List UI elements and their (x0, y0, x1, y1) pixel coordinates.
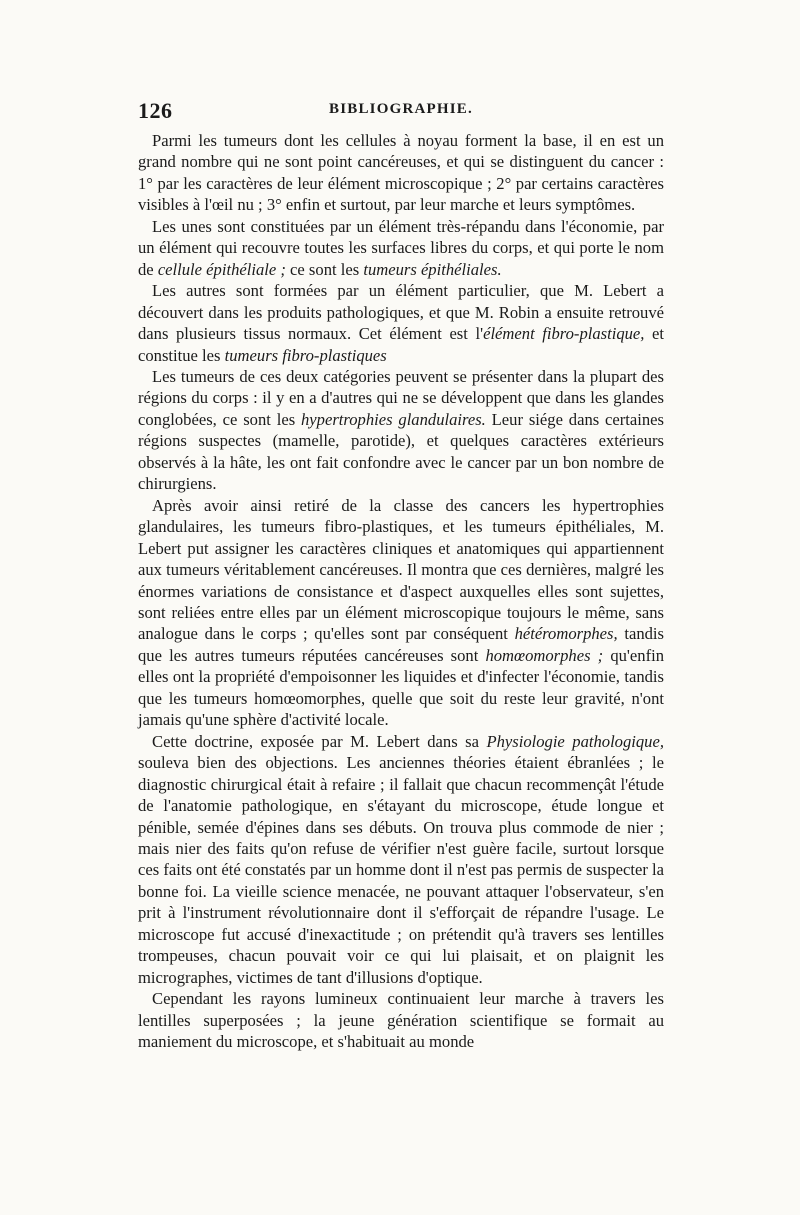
italic-text: tumeurs fibro-plastiques (224, 345, 387, 365)
text-run: Cependant les rayons lumineux continuaient leur marche à travers les lentilles superposées ; la jeune génération scientifique se formait au maniement du microscope, et s'habituait au monde (138, 989, 664, 1052)
text-run: ce sont les (285, 259, 364, 279)
italic-text: tumeurs épithéliales. (363, 259, 502, 279)
text-run: souleva bien des objections. Les anciennes théories étaient ébranlées ; le diagnostic chirurgical était à refaire ; il fallait que chacun recommençât l'étude de l'anatomie pathologique, en s'étayant du microscope, étude longue et pénible, semée d'épines dans ses débuts. On trouva plus commode de nier ; mais nier des faits qu'on refuse de vérifier n'est guère facile, surtout lorsque ces faits ont été constatés par un homme dont il n'est pas permis de suspecter la bonne foi. La vieille science menacée, ne pouvant attaquer l'observateur, s'en prit à l'instrument révolutionnaire dont il s'efforçait de répandre l'usage. Le microscope fut accusé d'inexactitude ; on prétendit qu'à travers ses lentilles trompeuses, chacun pouvait voir ce qui lui plaisait, et on plaignit les micrographes, victimes de tant d'illusions d'optique. (138, 753, 665, 987)
italic-text: Physiologie pathologique, (486, 731, 664, 751)
page-header (138, 98, 664, 126)
paragraph-7 (138, 988, 664, 1052)
paragraph-4 (138, 366, 664, 495)
text-run: Parmi les tumeurs dont les cellules à noyau forment la base, il en est un grand nombre qui ne sont point cancéreuses, et qui se distinguent du cancer : 1° par les caractères de leur élément microscopique ; 2° par certains caractères visibles à l'œil nu ; 3° enfin et surtout, par leur marche et leurs symptômes. (138, 131, 664, 215)
text-run: tandis que les autres tumeurs réputées cancéreuses sont (138, 624, 664, 665)
text-run: Les tumeurs de ces deux catégories peuvent se présenter dans la plupart des régions du corps : il y en a d'autres qui ne se développent que dans les glandes conglobées, ce sont les (138, 366, 664, 429)
paragraph-6 (138, 731, 664, 988)
italic-text: cellule épithéliale ; (157, 259, 286, 279)
paragraph-2 (138, 216, 664, 280)
text-run: Après avoir ainsi retiré de la classe des cancers les hypertrophies glandulaires, les tumeurs fibro-plastiques, et les tumeurs épithéliales, M. Lebert put assigner les caractères cliniques et anatomiques qui appartiennent aux tumeurs véritablement cancéreuses. Il montra que ces dernières, malgré les énormes variations de consistance et d'aspect auxquelles elles sont sujettes, sont reliées entre elles par un élément microscopique toujours le même, sans analogue dans le corps ; qu'elles sont par conséquent (138, 495, 664, 644)
body-text (138, 130, 664, 1052)
text-run: Cette doctrine, exposée par M. Lebert dans sa (152, 731, 487, 751)
paragraph-3 (138, 280, 664, 366)
paragraph-5 (138, 495, 664, 731)
paragraph-1 (138, 130, 664, 216)
text-run: Leur siége dans certaines régions suspectes (mamelle, parotide), et quelques caractères extérieurs observés à la hâte, les ont fait confondre avec le cancer par un bon nombre de chirurgiens. (138, 409, 664, 494)
text-run: Les autres sont formées par un élément particulier, que M. Lebert a découvert dans les produits pathologiques, et que M. Robin a ensuite retrouvé dans plusieurs tissus normaux. Cet élément est l' (138, 281, 664, 344)
text-run: Les unes sont constituées par un élément très-répandu dans l'économie, par un élément qui recouvre toutes les surfaces libres du corps, et qui porte le nom de (138, 216, 664, 279)
italic-text: hétéromorphes, (514, 624, 618, 644)
italic-text: élément fibro-plastique, (483, 324, 645, 344)
running-title: BIBLIOGRAPHIE. (329, 101, 473, 117)
page-number: 126 (138, 98, 173, 123)
text-run: qu'enfin elles ont la propriété d'empoisonner les liquides et d'infecter l'économie, tandis que les tumeurs homœomorphes, quelle que soit du reste leur gravité, n'ont jamais qu'une sphère d'activité locale. (138, 645, 664, 730)
italic-text: hypertrophies glandulaires. (301, 409, 486, 429)
text-run: et constitue les (138, 324, 665, 365)
italic-text: homœomorphes ; (485, 645, 604, 665)
